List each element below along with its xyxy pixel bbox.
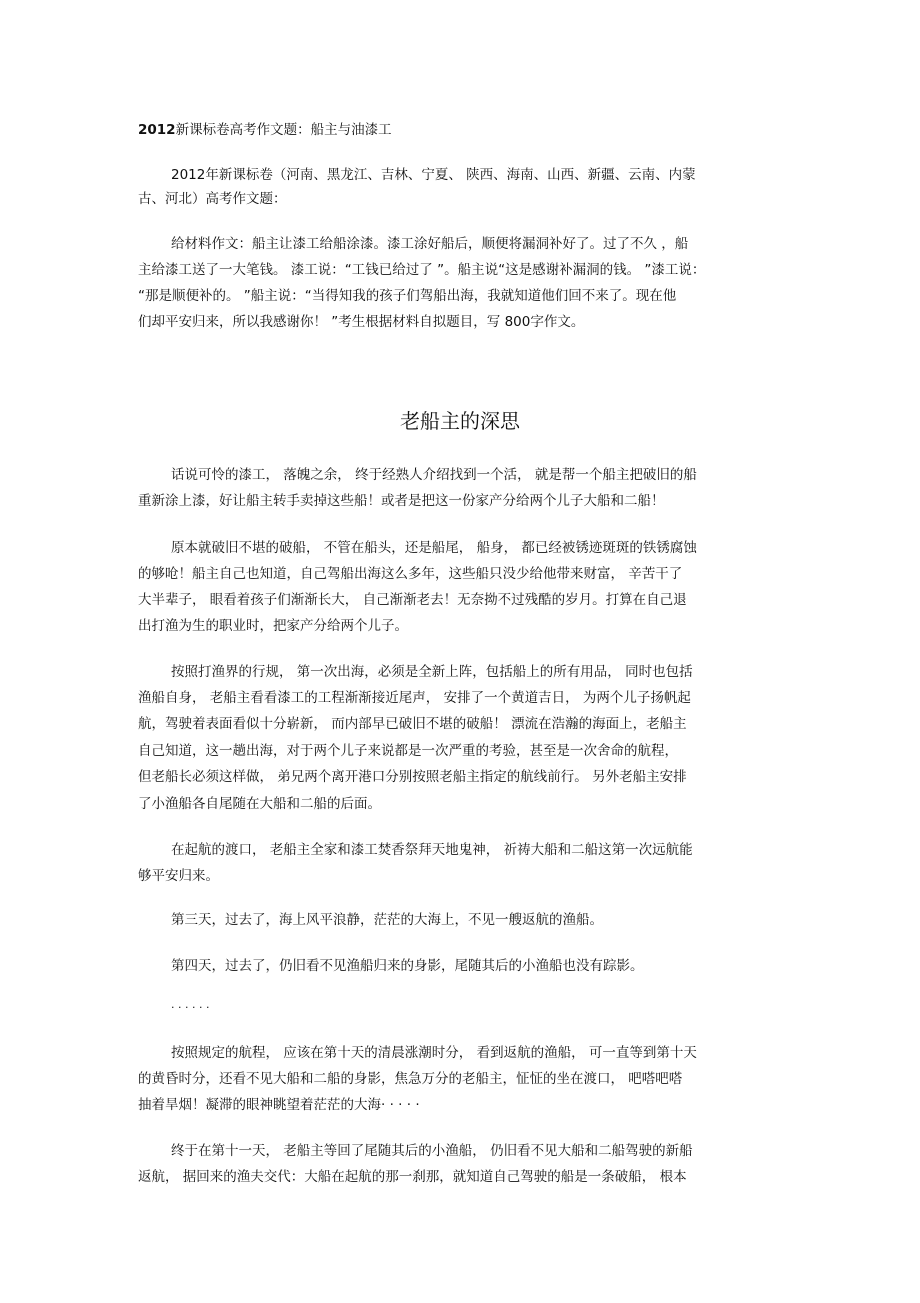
essay-line: 自己知道，这一趟出海，对于两个儿子来说都是一次严重的考验，甚至是一次舍命的航程， xyxy=(138,743,678,759)
essay-line: 第三天，过去了，海上风平浪静，茫茫的大海上，不见一艘返航的渔船。 xyxy=(171,912,603,928)
essay-line: 航，驾驶着表面看似十分崭新， 而内部早已破旧不堪的破船！ 漂流在浩瀚的海面上，老船主 xyxy=(138,716,687,732)
essay-line: 但老船长必须这样做， 弟兄两个离开港口分别按照老船主指定的航线前行。 另外老船主安排 xyxy=(138,769,687,785)
essay-line: 原本就破旧不堪的破船， 不管在船头，还是船尾， 船身， 都已经被锈迹斑斑的铁锈腐蚀 xyxy=(171,540,697,556)
essay-line: 出打渔为生的职业时，把家产分给两个儿子。 xyxy=(138,618,408,634)
essay-line: 重新涂上漆，好让船主转手卖掉这些船！或者是把这一份家产分给两个儿子大船和二船！ xyxy=(138,493,665,509)
heading-text: 新课标卷高考作文题：船主与油漆工 xyxy=(175,122,392,138)
essay-line: 的黄昏时分，还看不见大船和二船的身影，焦急万分的老船主，怔怔的坐在渡口， 吧嗒吧嗒 xyxy=(138,1071,683,1087)
essay-line: 了小渔船各自尾随在大船和二船的后面。 xyxy=(138,796,381,812)
essay-title: 老船主的深思 xyxy=(400,409,520,433)
intro-line: 古、河北）高考作文题： xyxy=(138,191,287,207)
essay-line: 第四天，过去了，仍旧看不见渔船归来的身影，尾随其后的小渔船也没有踪影。 xyxy=(171,958,644,974)
essay-line: 大半辈子， 眼看着孩子们渐渐长大， 自己渐渐老去！无奈拗不过残酷的岁月。打算在自己退 xyxy=(138,592,687,608)
essay-line: 按照规定的航程， 应该在第十天的清晨涨潮时分， 看到返航的渔船， 可一直等到第十天 xyxy=(171,1045,697,1061)
essay-line: 抽着旱烟！凝滞的眼神眺望着茫茫的大海· · · · · xyxy=(138,1097,420,1113)
essay-line: 返航， 据回来的渔夫交代：大船在起航的那一刹那，就知道自己驾驶的船是一条破船， 根本 xyxy=(138,1169,687,1185)
prompt-line: 给材料作文：船主让漆工给船涂漆。漆工涂好船后，顺便将漏洞补好了。过了不久 ，船 xyxy=(171,236,689,252)
prompt-line: 们却平安归来，所以我感谢你！ ”考生根据材料自拟题目，写 800字作文。 xyxy=(138,314,585,330)
essay-line: 终于在第十一天， 老船主等回了尾随其后的小渔船， 仍旧看不见大船和二船驾驶的新船 xyxy=(171,1143,693,1159)
essay-line: 够平安归来。 xyxy=(138,868,219,884)
document-heading xyxy=(138,120,788,140)
intro-line: 2012年新课标卷（河南、黑龙江、吉林、宁夏、 陕西、海南、山西、新疆、云南、内蒙 xyxy=(171,167,696,183)
essay-line: 渔船自身， 老船主看看漆工的工程渐渐接近尾声， 安排了一个黄道吉日， 为两个儿子扬帆起 xyxy=(138,690,691,706)
essay-ellipsis: · · · · · · xyxy=(171,1001,210,1014)
essay-line: 按照打渔界的行规， 第一次出海，必须是全新上阵，包括船上的所有用品， 同时也包括 xyxy=(171,664,693,680)
essay-line: 在起航的渡口， 老船主全家和漆工焚香祭拜天地鬼神， 祈祷大船和二船这第一次远航能 xyxy=(171,842,693,858)
prompt-line: 主给漆工送了一大笔钱。 漆工说：“工钱已给过了 ”。船主说“这是感谢补漏洞的钱。 ”漆工说： xyxy=(138,262,706,278)
heading-year: 2012 xyxy=(138,122,176,138)
prompt-line: “那是顺便补的。 ”船主说：“当得知我的孩子们驾船出海，我就知道他们回不来了。现在他 xyxy=(138,288,677,304)
essay-line: 的够呛！船主自己也知道，自己驾船出海这么多年，这些船只没少给他带来财富， 辛苦干了 xyxy=(138,566,683,582)
essay-line: 话说可怜的漆工， 落魄之余， 终于经熟人介绍找到一个活， 就是帮一个船主把破旧的船 xyxy=(171,467,697,483)
